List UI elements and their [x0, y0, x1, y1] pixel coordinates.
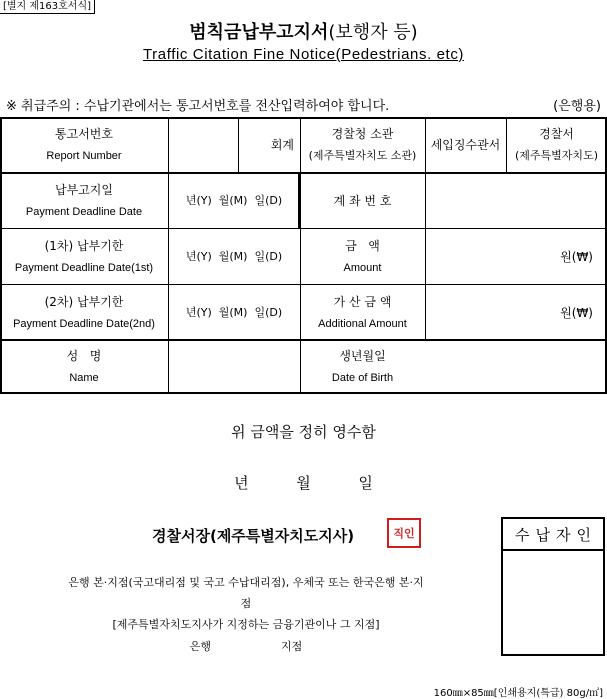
- first-deadline-label-ko: (1차) 납부기한: [44, 239, 124, 253]
- police-agency-label-ko: 경찰청 소관: [331, 127, 394, 141]
- receipt-statement: 위 금액을 정히 영수함: [231, 423, 376, 441]
- additional-amount-value: [425, 285, 607, 340]
- deadline-label-ko: 납부고지일: [55, 183, 113, 197]
- amount-label-ko: 금 액: [345, 239, 380, 253]
- amount-value: [425, 229, 607, 285]
- deadline-date-text: 년(Y) 월(M) 일(D): [185, 194, 283, 207]
- revenue-office-label-text: 세입징수관서: [430, 138, 501, 152]
- notice-table: [0, 117, 607, 394]
- report-number-value: [168, 117, 238, 173]
- bank-text-line-4: 은행 지점: [189, 640, 303, 653]
- accounting-label-text: 회계: [270, 138, 294, 152]
- additional-amount-label: [300, 285, 425, 340]
- police-station-label-ko: 경찰서: [539, 127, 574, 141]
- receiver-stamp-title: 수납자인: [503, 519, 603, 551]
- bank-text-line-1: 은행 본·지점(국고대리점 및 국고 수납대리점), 우체국 또는 한국은행 본·지: [68, 576, 424, 589]
- deadline-label-en: Payment Deadline Date: [25, 206, 143, 218]
- accounting-label: [238, 117, 300, 173]
- bank-text-line-2: 점: [240, 597, 252, 610]
- police-station-label: [506, 117, 607, 173]
- police-station-label-sub: (제주특별자치도): [515, 149, 598, 162]
- additional-amount-currency: 원(₩): [560, 305, 593, 320]
- name-label: [0, 341, 168, 393]
- dob-label: [300, 341, 425, 393]
- amount-currency: 원(₩): [560, 250, 593, 264]
- subtitle-text: Traffic Citation Fine Notice(Pedestrians. etc): [142, 46, 465, 63]
- additional-amount-label-en: Additional Amount: [318, 317, 407, 330]
- dob-label-en: Date of Birth: [331, 372, 394, 384]
- title-main: 범칙금납부고지서: [189, 22, 329, 43]
- amount-label: [300, 229, 425, 285]
- first-deadline-label-en: Payment Deadline Date(1st): [14, 262, 154, 274]
- first-deadline-label: [0, 229, 168, 285]
- dob-label-ko: 생년월일: [339, 349, 386, 363]
- second-deadline-date-field: [168, 285, 300, 340]
- account-number-value: [425, 173, 607, 229]
- dob-value: [425, 341, 607, 393]
- bank-text-line-3: [제주특별자치도지사가 지정하는 금융기관이나 그 지점]: [112, 618, 380, 631]
- second-deadline-label: [0, 285, 168, 340]
- additional-amount-label-ko: 가 산 금 액: [333, 294, 392, 309]
- second-deadline-label-en: Payment Deadline Date(2nd): [13, 317, 155, 330]
- document-subtitle: [0, 46, 607, 63]
- second-deadline-label-ko: (2차) 납부기한: [44, 294, 124, 309]
- first-deadline-date-field: [168, 229, 300, 285]
- report-number-label: [0, 117, 168, 173]
- first-deadline-date-text: 년(Y) 월(M) 일(D): [185, 250, 283, 263]
- bank-copy-label: (은행용): [553, 99, 601, 114]
- paper-spec-footer: 160㎜×85㎜[인쇄용지(특급) 80g/㎡]: [433, 688, 603, 699]
- official-seal: 직인: [387, 518, 421, 548]
- title-paren: (보행자 등): [328, 22, 418, 43]
- name-label-ko: 성 명: [66, 349, 102, 363]
- police-agency-label: [300, 117, 425, 173]
- name-label-en: Name: [69, 372, 99, 384]
- revenue-office-label: [425, 117, 506, 173]
- document-title: [0, 18, 607, 44]
- account-number-label: [300, 173, 425, 229]
- deadline-date-field: [168, 173, 300, 229]
- receiver-stamp-box: [501, 517, 605, 656]
- account-number-label-text: 계 좌 번 호: [333, 194, 392, 208]
- second-deadline-date-text: 년(Y) 월(M) 일(D): [185, 305, 283, 319]
- issuer-title: 경찰서장(제주특별자치도지사): [152, 527, 355, 545]
- report-number-label-en: Report Number: [46, 150, 122, 162]
- name-value: [168, 341, 300, 393]
- report-number-label-ko: 통고서번호: [55, 127, 113, 141]
- handling-notice: ※ 취급주의 : 수납기관에서는 통고서번호를 전산입력하여야 합니다.: [6, 99, 390, 114]
- receipt-date: 년 월 일: [234, 474, 373, 492]
- amount-label-en: Amount: [343, 262, 382, 274]
- deadline-label: [0, 173, 168, 229]
- form-number: [별지 제163호서식]: [0, 0, 95, 14]
- police-agency-label-sub: (제주특별자치도 소관): [308, 149, 417, 162]
